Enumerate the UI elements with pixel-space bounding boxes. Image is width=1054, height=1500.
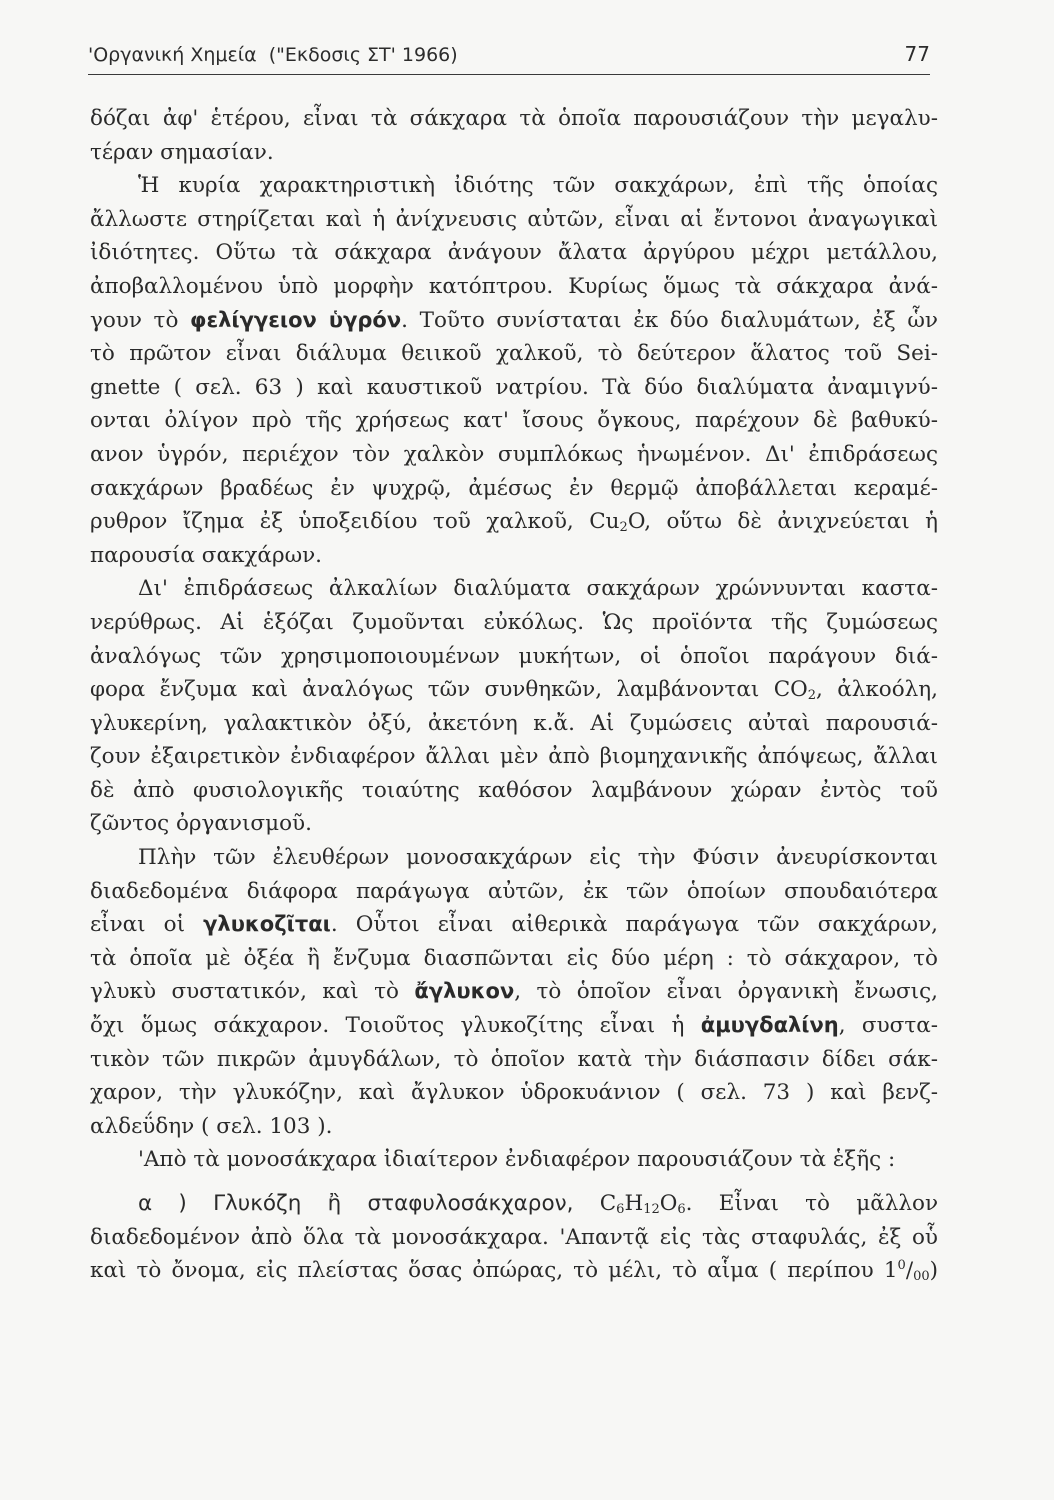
main-text	[90, 102, 938, 1288]
text-line	[90, 908, 938, 942]
text-fragment: καὶ τὸ ὄνομα, εἰς πλείστας ὅσας ὀπώρας, τὸ μέλι, τὸ αἷμα	[90, 1258, 759, 1284]
text-fragment: , τὸ ὁποῖον εἶναι ὀργανικὴ ἔνωσις,	[514, 979, 938, 1005]
running-title	[88, 44, 464, 66]
text-line: Δι' ἐπιδράσεως ἀλκαλίων διαλύματα σακχάρων χρώννυνται καστα-	[138, 576, 938, 602]
text-fragment: . Τοῦτο συνίσταται ἐκ δύο διαλυμάτων, ἐξ ὧν	[401, 307, 938, 333]
text-fragment: ρυθρον ἴζημα ἐξ ὑποξειδίου τοῦ χαλκοῦ,	[90, 509, 574, 535]
text-fragment: α ) Γλυκόζη ἢ σταφυλοσάκχαρον,	[138, 1191, 574, 1216]
text-fragment: , συστα-	[838, 1013, 938, 1039]
page-number: 77	[904, 42, 930, 66]
text-line: νερύθρως. Αἱ ἑξόζαι ζυμοῦνται εὐκόλως. Ὡς προϊόντα τῆς ζυμώσεως	[90, 609, 938, 635]
book-title: 'Οργανική Χημεία	[88, 44, 257, 66]
formula-c6h12o6: $C_6H_{12}O_6$	[599, 1191, 686, 1217]
page-header	[88, 42, 930, 75]
text-line: τὰ ὁποῖα μὲ ὀξέα ἢ ἔνζυμα διασπῶνται εἰς δύο μέρη : τὸ σάκχαρον, τὸ	[90, 945, 938, 971]
text-line: γλυκερίνη, γαλακτικὸν ὀξύ, ἀκετόνη κ.ἄ. Αἱ ζυμώσεις αὐταὶ παρουσιά-	[90, 710, 938, 736]
text-line: 'Απὸ τὰ μονοσάκχαρα ἰδιαίτερον ἐνδιαφέρον παρουσιάζουν τὰ ἑξῆς :	[138, 1147, 896, 1173]
text-line: τὸ πρῶτον εἶναι διάλυμα θειικοῦ χαλκοῦ, τὸ δεύτερον ἅλατος τοῦ Sei-	[90, 341, 938, 367]
text-line: ἰδιότητες. Οὕτω τὰ σάκχαρα ἀνάγουν ἄλατα ἀργύρου μέχρι μετάλλου,	[90, 240, 938, 266]
text-line: ἄλλωστε στηρίζεται καὶ ἡ ἀνίχνευσις αὐτῶν, εἶναι αἱ ἔντονοι ἀναγωγικαὶ	[90, 206, 938, 232]
text-fragment: εἶναι οἱ	[90, 912, 186, 938]
text-fragment: γουν τὸ	[90, 307, 179, 333]
text-line: ἀναλόγως τῶν χρησιμοποιουμένων μυκήτων, οἱ ὁποῖοι παράγουν διά-	[90, 643, 938, 669]
bold-term: φελίγγειον ὑγρόν	[190, 307, 402, 332]
text-line	[90, 975, 938, 1009]
text-fragment: γλυκὺ συστατικόν, καὶ τὸ	[90, 979, 399, 1005]
text-line: gnette ( σελ. 63 ) καὶ καυστικοῦ νατρίου. Τὰ δύο διαλύματα ἀναμιγνύ-	[90, 374, 938, 400]
bold-term: γλυκοζῖται	[203, 912, 331, 937]
text-line: διαδεδομένον ἀπὸ ὅλα τὰ μονοσάκχαρα. 'Απαντᾷ εἰς τὰς σταφυλάς, ἐξ οὗ	[90, 1224, 938, 1250]
formula-cu2o: $Cu_2O$, οὕτω δὲ ἀνιχνεύεται ἡ	[589, 509, 938, 536]
text-line: διαδεδομένα διάφορα παράγωγα αὐτῶν, ἐκ τῶν ὁποίων σπουδαιότερα	[90, 878, 938, 904]
text-line	[90, 304, 938, 338]
text-line: παρουσία σακχάρων.	[90, 542, 323, 568]
text-line: χαρον, τὴν γλυκόζην, καὶ ἄγλυκον ὑδροκυάνιον ( σελ. 73 ) καὶ βενζ-	[90, 1080, 938, 1106]
text-line: ονται ὀλίγον πρὸ τῆς χρήσεως κατ' ἴσους ὄγκους, παρέχουν δὲ βαθυκύ-	[90, 408, 938, 434]
text-line: ανον ὑγρόν, περιέχον τὸν χαλκὸν συμπλόκως ἡνωμένον. Δι' ἐπιδράσεως	[90, 441, 938, 467]
formula-co2: $CO_2$	[773, 677, 817, 704]
text-line	[90, 1254, 938, 1288]
text-line: ζῶντος ὀργανισμοῦ.	[90, 811, 312, 837]
text-line	[90, 1187, 938, 1221]
text-line	[90, 673, 938, 707]
text-fragment: . Οὗτοι εἶναι αἰθερικὰ παράγωγα τῶν σακχάρων,	[330, 912, 938, 938]
per-mille-note: ( περίπου $1^0/_{00}$)	[768, 1258, 939, 1285]
edition-note: ("Εκδοσις ΣΤ' 1966)	[268, 44, 458, 66]
text-line: ἀποβαλλομένου ὑπὸ μορφὴν κατόπτρου. Κυρίως ὅμως τὰ σάκχαρα ἀνά-	[90, 273, 938, 299]
text-line	[90, 1009, 938, 1043]
text-line: ζουν ἐξαιρετικὸν ἐνδιαφέρον ἄλλαι μὲν ἀπὸ βιομηχανικῆς ἀπόψεως, ἄλλαι	[90, 744, 938, 770]
text-line	[90, 505, 938, 539]
text-line: τέραν σημασίαν.	[90, 139, 274, 165]
text-line: σακχάρων βραδέως ἐν ψυχρῷ, ἀμέσως ἐν θερμῷ ἀποβάλλεται κεραμέ-	[90, 475, 938, 501]
text-line: δὲ ἀπὸ φυσιολογικῆς τοιαύτης καθόσον λαμβάνουν χώραν ἐντὸς τοῦ	[90, 777, 938, 803]
text-line: τικὸν τῶν πικρῶν ἀμυγδάλων, τὸ ὁποῖον κατὰ τὴν διάσπασιν δίδει σάκ-	[90, 1046, 938, 1072]
text-line: αλδεΰδην ( σελ. 103 ).	[90, 1113, 333, 1139]
text-fragment: , ἀλκοόλη,	[816, 677, 939, 703]
text-fragment: . Εἶναι τὸ μᾶλλον	[685, 1191, 939, 1216]
text-line: Πλὴν τῶν ἐλευθέρων μονοσακχάρων εἰς τὴν Φύσιν ἀνευρίσκονται	[138, 845, 938, 871]
text-fragment: φορα ἔνζυμα καὶ ἀναλόγως τῶν συνθηκῶν, λαμβάνονται	[90, 677, 760, 703]
text-fragment: ὄχι ὅμως σάκχαρον. Τοιοῦτος γλυκοζίτης εἶναι ἡ	[90, 1013, 685, 1039]
bold-term: ἄγλυκον	[414, 979, 515, 1004]
text-line: δόζαι ἀφ' ἑτέρου, εἶναι τὰ σάκχαρα τὰ ὁποῖα παρουσιάζουν τὴν μεγαλυ-	[90, 106, 938, 131]
text-line: Ἡ κυρία χαρακτηριστικὴ ἰδιότης τῶν σακχάρων, ἐπὶ τῆς ὁποίας	[138, 173, 938, 199]
bold-term: ἀμυγδαλίνη	[700, 1013, 839, 1038]
